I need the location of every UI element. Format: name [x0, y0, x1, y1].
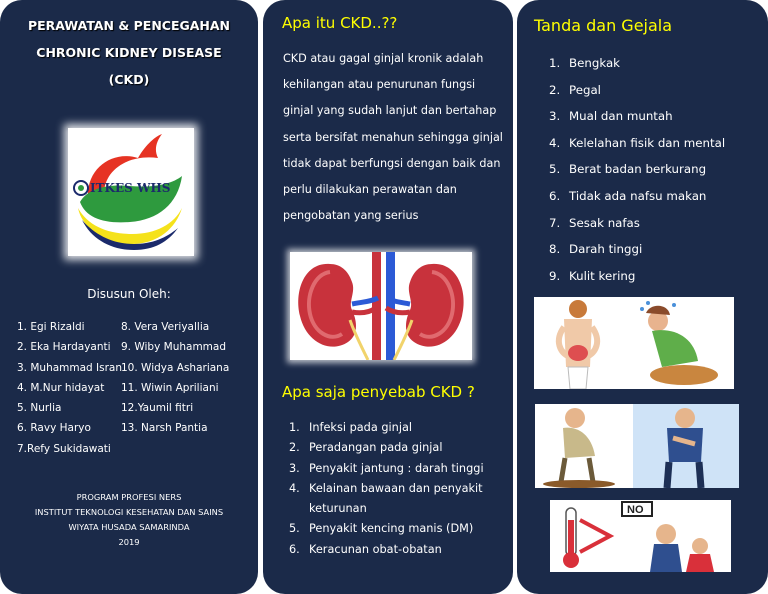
logo-graphic — [68, 128, 194, 256]
list-item — [549, 236, 725, 263]
blood-pressure-illustration — [550, 500, 731, 572]
list-text: Sesak nafas — [569, 215, 640, 230]
list-number: 8. — [549, 242, 561, 257]
authors-list-left — [17, 317, 122, 459]
list-item — [549, 77, 725, 104]
list-number: 4. — [289, 481, 300, 495]
ckd-definition-paragraph: CKD atau gagal ginjal kronik adalah kehilangan atau penurunan fungsi ginjal yang sudah lanjut dan bertahap serta bersifat menahun sehingga ginjal tidak dapat berfungsi dengan baik dan perlu dilakukan perawatan dan pengobatan yang serius — [283, 52, 503, 223]
author-item: 6. Ravy Haryo — [17, 422, 91, 435]
kidney-illustration — [290, 252, 472, 360]
logo-main-text: ITKES WHS — [90, 181, 171, 195]
institution-footer — [0, 490, 258, 550]
footer-line: INSTITUT TEKNOLOGI KESEHATAN DAN SAINS — [34, 507, 224, 517]
author-item: 5. Nurlia — [17, 402, 62, 415]
footer-line: 2019 — [118, 537, 140, 547]
list-number: 9. — [549, 268, 561, 283]
footer-line: WIYATA HUSADA SAMARINDA — [68, 522, 190, 532]
cover-panel — [0, 0, 258, 594]
author-item: 2. Eka Hardayanti — [17, 341, 111, 354]
no-sign-text: NO — [627, 504, 644, 516]
back-pain-icon — [534, 297, 734, 389]
list-item — [289, 519, 511, 539]
list-text: Kelelahan fisik dan mental — [569, 135, 726, 150]
causes-list — [289, 418, 511, 560]
kidney-icon — [290, 252, 472, 360]
pain-nausea-illustration — [534, 297, 734, 389]
list-text: Kulit kering — [569, 268, 636, 283]
list-number: 5. — [549, 162, 561, 177]
author-item: 1. Egi Rizaldi — [17, 321, 85, 333]
list-text: Penyakit kencing manis (DM) — [309, 522, 474, 536]
list-number: 5. — [289, 522, 300, 536]
list-number: 4. — [549, 135, 561, 150]
brochure-title — [0, 12, 258, 93]
authors-heading: Disusun Oleh: — [87, 287, 171, 301]
list-number: 3. — [549, 109, 561, 124]
list-text: Bengkak — [569, 56, 621, 70]
title-line-3: (CKD) — [108, 72, 150, 87]
list-text: Infeksi pada ginjal — [309, 421, 413, 434]
fatigue-icon — [535, 404, 739, 488]
list-number: 6. — [549, 188, 561, 203]
list-number: 7. — [549, 215, 561, 230]
list-number: 2. — [289, 441, 300, 455]
heading-symptoms: Tanda dan Gejala — [534, 16, 673, 35]
list-number: 2. — [549, 82, 561, 97]
title-line-2: CHRONIC KIDNEY DISEASE — [36, 45, 222, 60]
list-item — [289, 418, 511, 438]
footer-line: PROGRAM PROFESI NERS — [76, 492, 182, 502]
list-text: Kelainan bawaan dan penyakit keturunan — [309, 481, 483, 516]
list-text: Peradangan pada ginjal — [309, 441, 443, 455]
list-number: 1. — [549, 56, 561, 70]
list-item — [549, 50, 725, 77]
list-item — [289, 540, 511, 560]
heading-causes: Apa saja penyebab CKD ? — [282, 383, 475, 401]
thermometer-icon — [550, 500, 731, 572]
list-item — [549, 263, 725, 290]
author-item: 3. Muhammad Isran — [17, 361, 123, 374]
heading-what-is-ckd: Apa itu CKD..?? — [282, 14, 398, 32]
list-text: Tidak ada nafsu makan — [569, 188, 707, 203]
list-text: Darah tinggi — [569, 242, 643, 257]
author-item: 7.Refy Sukidawati — [17, 442, 111, 455]
list-item — [289, 459, 511, 479]
author-item: 9. Wiby Muhammad — [121, 341, 226, 354]
list-item — [549, 156, 725, 183]
author-item: 4. M.Nur hidayat — [17, 381, 105, 394]
author-item: 13. Narsh Pantia — [121, 422, 208, 435]
fatigue-illustration — [535, 404, 739, 488]
author-item: 11. Wiwin Apriliani — [121, 381, 219, 394]
list-text: Keracunan obat-obatan — [309, 542, 442, 556]
author-item: 10. Widya Ashariana — [121, 361, 230, 374]
list-number: 3. — [289, 461, 300, 475]
list-text: Pegal — [569, 82, 601, 97]
author-item: 12.Yaumil fitri — [121, 402, 194, 415]
authors-list-right — [121, 317, 229, 439]
institution-logo — [68, 128, 194, 256]
list-item — [549, 130, 725, 157]
list-number: 1. — [289, 421, 300, 434]
list-text: Penyakit jantung : darah tinggi — [309, 461, 484, 475]
list-item — [549, 183, 725, 210]
list-item — [549, 210, 725, 237]
list-item — [289, 479, 511, 520]
symptoms-list — [549, 50, 725, 289]
list-text: Mual dan muntah — [569, 109, 673, 124]
list-text: Berat badan berkurang — [569, 162, 707, 177]
list-number: 6. — [289, 542, 300, 556]
title-line-1: PERAWATAN & PENCEGAHAN — [27, 18, 231, 33]
list-item — [289, 438, 511, 458]
list-item — [549, 103, 725, 130]
author-item: 8. Vera Veriyallia — [121, 321, 210, 333]
